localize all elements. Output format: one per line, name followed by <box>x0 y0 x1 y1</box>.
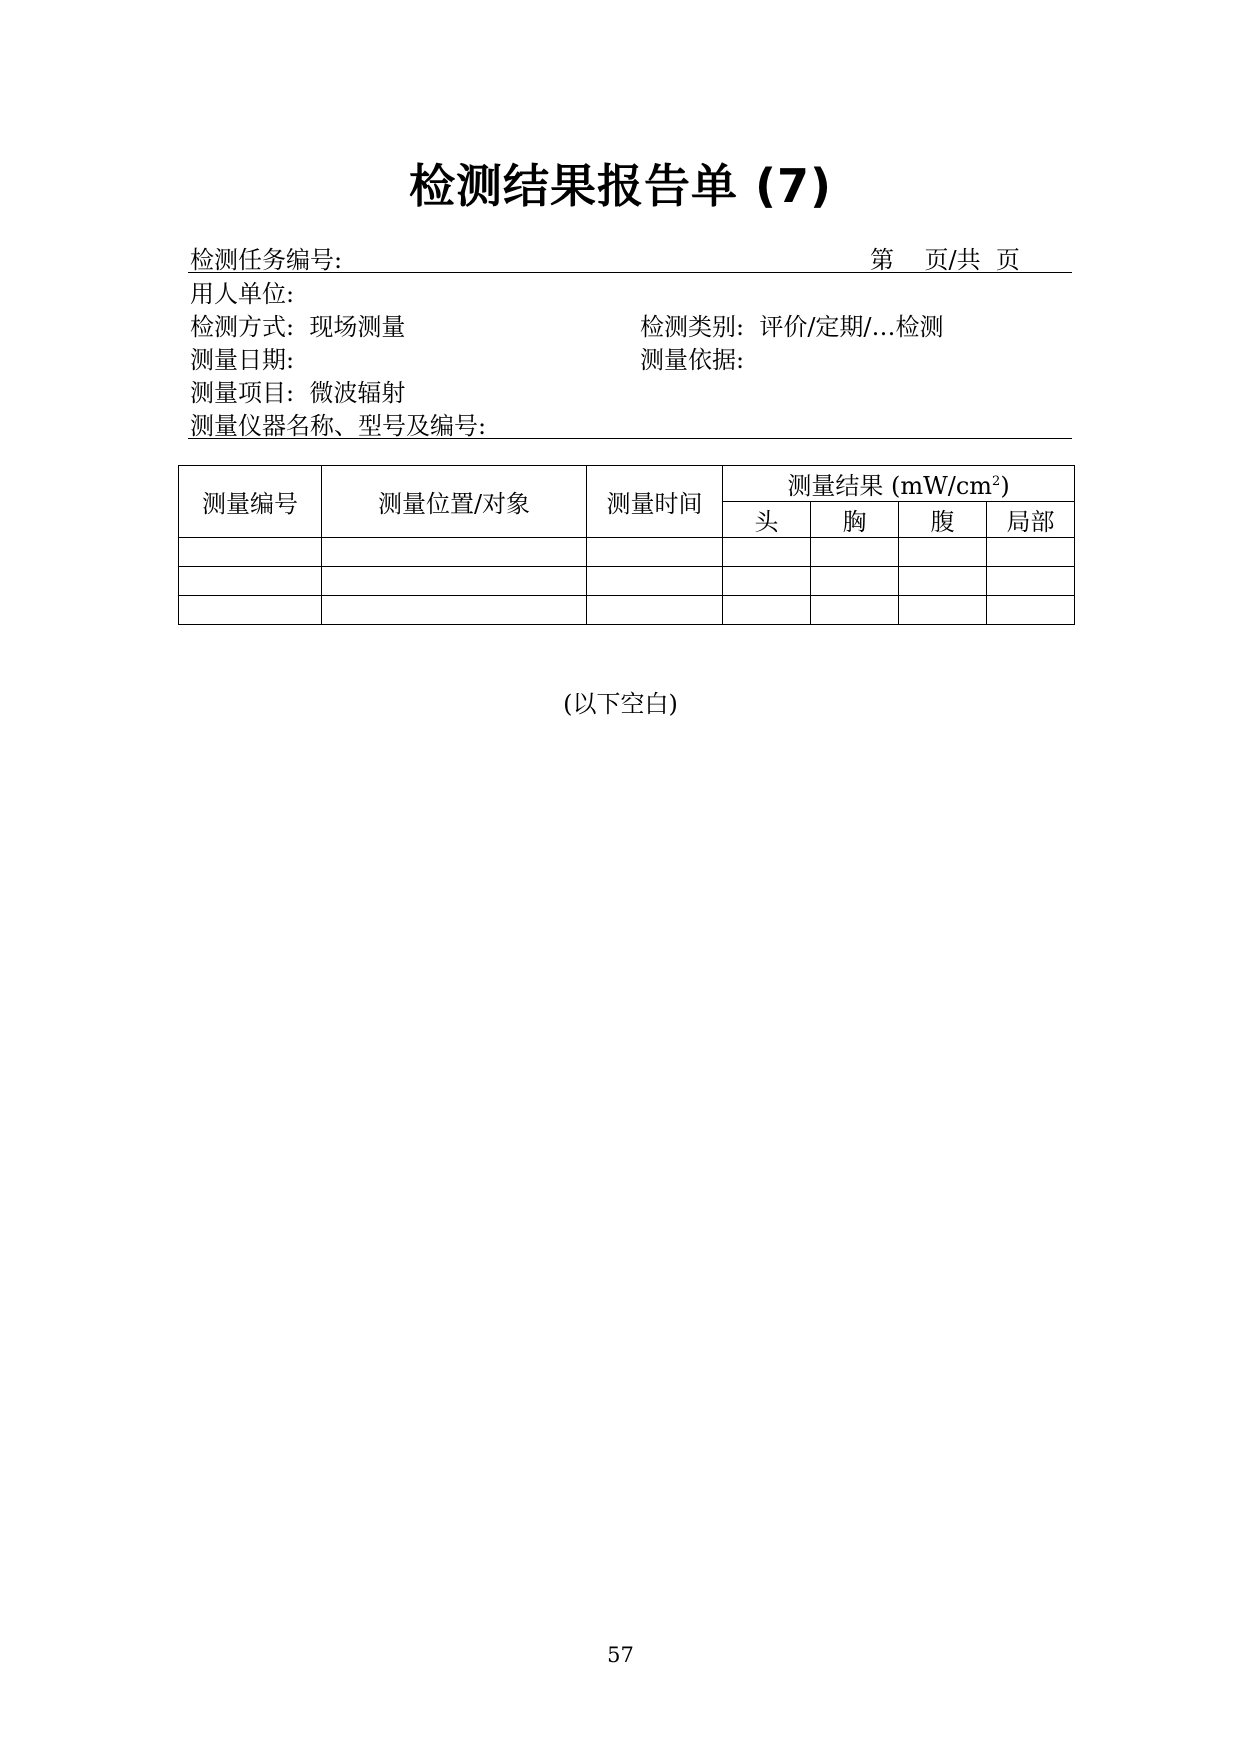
info-divider <box>188 438 1072 439</box>
sub-header-abdomen: 腹 <box>899 502 987 538</box>
table-cell <box>322 596 587 625</box>
table-cell <box>723 538 811 567</box>
page-title: 检测结果报告单 (7) <box>408 159 833 213</box>
table-cell <box>587 567 723 596</box>
table-cell <box>811 596 899 625</box>
table-cell <box>987 567 1075 596</box>
table-row <box>179 567 1075 596</box>
table-cell <box>899 538 987 567</box>
table-row <box>179 538 1075 567</box>
table-row <box>179 596 1075 625</box>
sub-header-local: 局部 <box>987 502 1075 538</box>
table-cell <box>179 538 322 567</box>
method-field: 检测方式: 现场测量 <box>190 313 406 341</box>
table-cell <box>723 596 811 625</box>
table-cell <box>179 596 322 625</box>
table-cell <box>322 538 587 567</box>
page-info: 第 页/共 页 <box>870 246 1020 274</box>
col-header-id: 测量编号 <box>179 466 322 538</box>
header-divider <box>188 272 1072 273</box>
col-header-result <box>723 466 1075 502</box>
table-cell <box>899 567 987 596</box>
table-cell <box>179 567 322 596</box>
page-number: 57 <box>607 1643 634 1667</box>
instrument-label: 测量仪器名称、型号及编号: <box>190 412 487 440</box>
col-header-time: 测量时间 <box>587 466 723 538</box>
task-number-label: 检测任务编号: <box>190 246 343 274</box>
col-header-location: 测量位置/对象 <box>322 466 587 538</box>
table-cell <box>723 567 811 596</box>
category-field: 检测类别: 评价/定期/…检测 <box>640 313 944 341</box>
table-cell <box>899 596 987 625</box>
table-cell <box>987 538 1075 567</box>
table-cell <box>587 596 723 625</box>
result-unit-superscript: 2 <box>992 474 1001 489</box>
result-header-text: 测量结果 (mW/cm <box>787 472 993 500</box>
sub-header-chest: 胸 <box>811 502 899 538</box>
results-table <box>178 465 1075 625</box>
basis-label: 测量依据: <box>640 346 745 374</box>
table-cell <box>322 567 587 596</box>
item-field: 测量项目: 微波辐射 <box>190 379 406 407</box>
result-header-close: ) <box>1000 472 1010 500</box>
table-cell <box>987 596 1075 625</box>
table-cell <box>587 538 723 567</box>
user-unit-label: 用人单位: <box>190 280 295 308</box>
table-cell <box>811 538 899 567</box>
sub-header-head: 头 <box>723 502 811 538</box>
date-label: 测量日期: <box>190 346 295 374</box>
table-cell <box>811 567 899 596</box>
blank-below-note: (以下空白) <box>563 690 678 718</box>
